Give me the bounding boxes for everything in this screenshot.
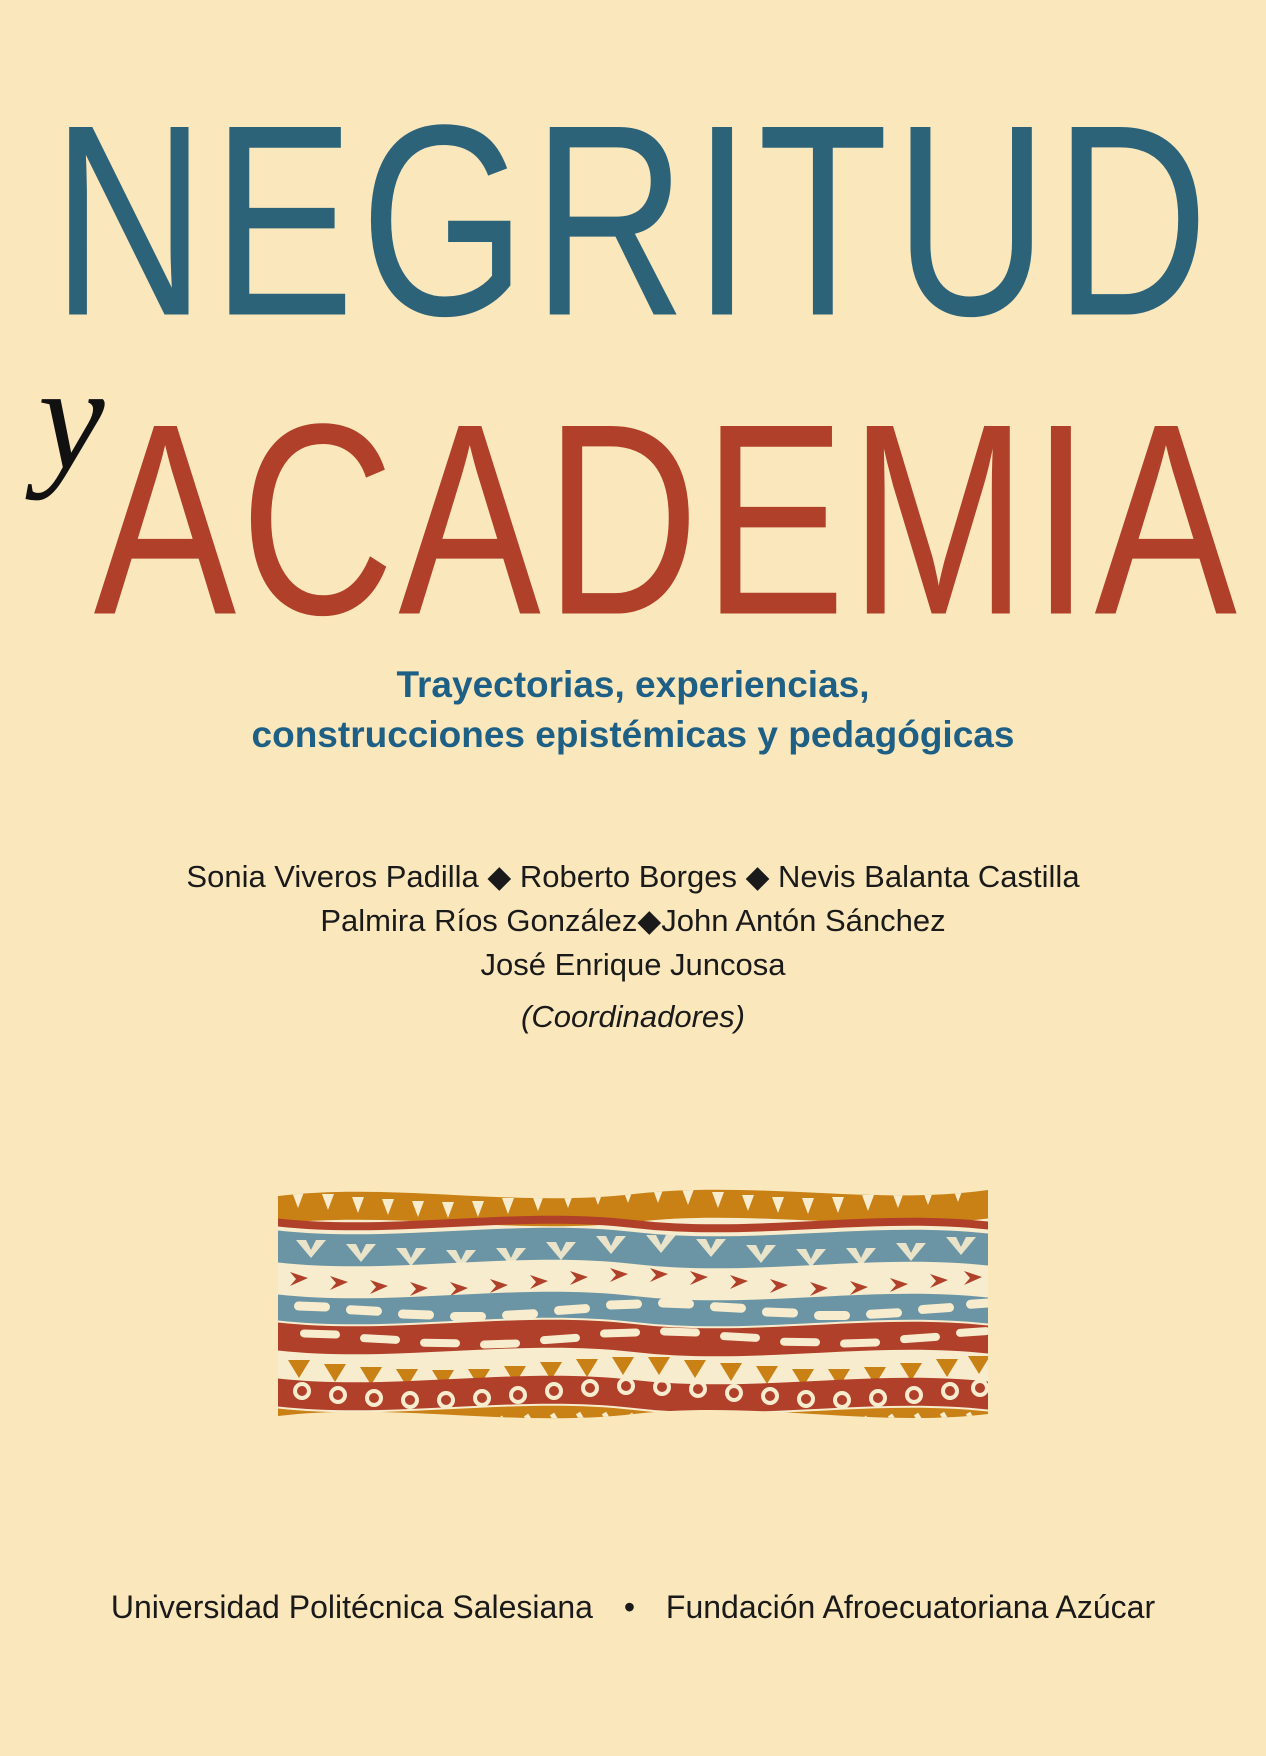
afro-pattern-band-icon	[274, 1178, 992, 1426]
author-line-1: Sonia Viveros Padilla ◆ Roberto Borges ◆ Nevis Balanta Castilla	[186, 859, 1080, 894]
title-block	[0, 69, 1266, 673]
author-line-2: Palmira Ríos González◆John Antón Sánchez	[320, 903, 946, 939]
title-line-negritud: NEGRITUD	[51, 69, 1215, 374]
author-line-3: José Enrique Juncosa	[480, 947, 786, 983]
title-line-academia: ACADEMIA	[93, 368, 1241, 673]
publisher-line	[0, 1589, 1266, 1626]
title-second-row	[0, 335, 1266, 673]
subtitle-line-1: Trayectorias, experiencias,	[396, 664, 870, 705]
publisher-primary: Universidad Politécnica Salesiana	[110, 1589, 593, 1625]
title-connector-y: y	[38, 335, 105, 502]
subtitle-line-2: construcciones epistémicas y pedagógicas	[251, 713, 1015, 755]
subtitle	[0, 660, 1266, 760]
authors-block	[0, 855, 1266, 1039]
publisher-separator: •	[623, 1589, 636, 1625]
authors-role: (Coordinadores)	[521, 999, 745, 1035]
publisher-secondary: Fundación Afroecuatoriana Azúcar	[665, 1589, 1156, 1625]
